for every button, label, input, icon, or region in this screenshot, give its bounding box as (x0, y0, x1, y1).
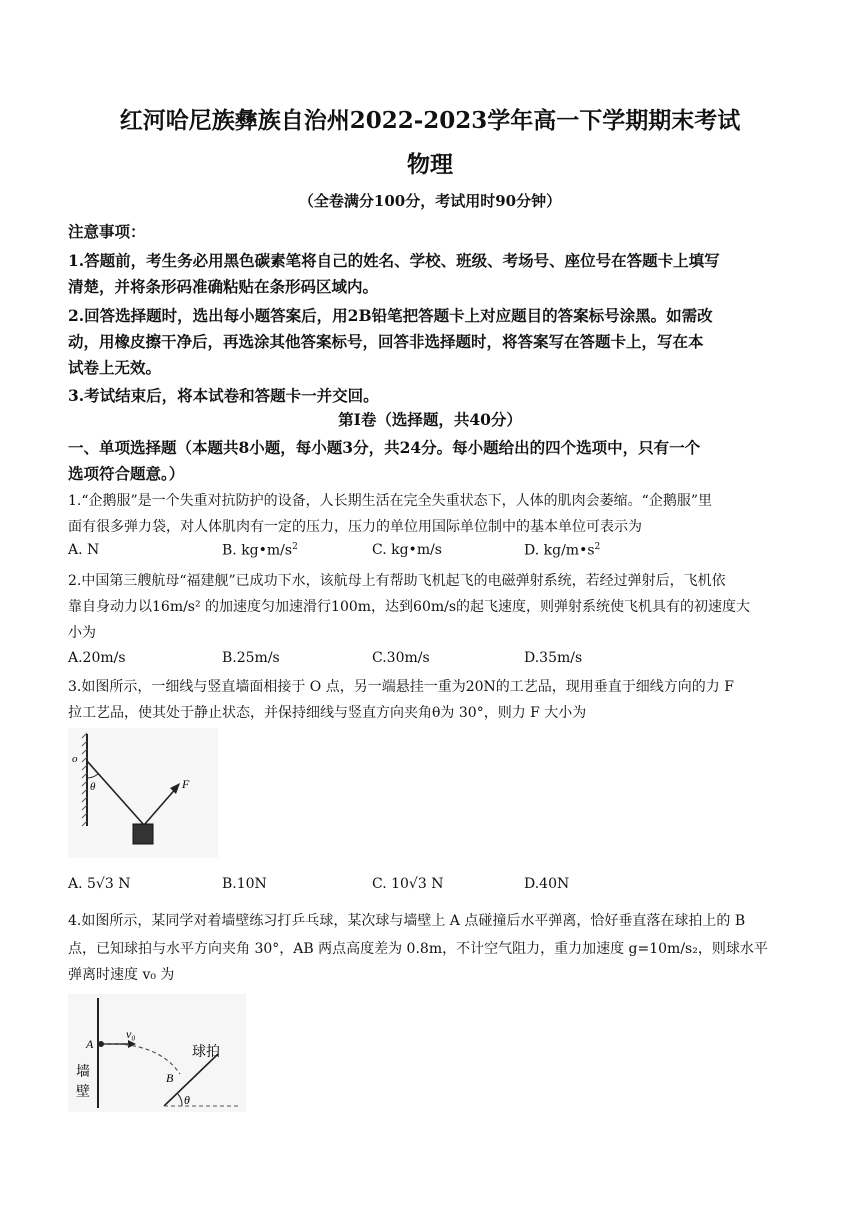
theta-label: θ (184, 1093, 190, 1107)
note-line: 1.答题前，考生务必用黑色碳素笔将自己的姓名、学校、班级、考场号、座位号在答题卡上填写 (68, 251, 720, 270)
question-4-text: 点，已知球拍与水平方向夹角 30°，AB 两点高度差为 0.8m，不计空气阻力，重力加速度 g=10m/s₂，则球水平 (68, 941, 768, 957)
wall-label-1: 墙 (76, 1064, 90, 1080)
question-4-text: 弹离时速度 v₀ 为 (68, 967, 175, 983)
note-line: 清楚，并将条形码准确粘贴在条形码区域内。 (68, 277, 379, 296)
note-line: 2.回答选择题时，选出每小题答案后，用2B铅笔把答题卡上对应题目的答案标号涂黑。如需改 (68, 306, 713, 325)
option-d: D. $kg/m•s^2$ (524, 542, 601, 559)
point-o-label: o (72, 753, 78, 765)
option-c: C. kg•m/s (372, 542, 442, 558)
point-b-label: B (166, 1071, 174, 1085)
force-f-label: F (182, 777, 190, 791)
exam-meta: （全卷满分100分，考试用时90分钟） (298, 192, 562, 210)
question-2-text: 靠自身动力以16m/s² 的加速度匀加速滑行100m，达到60m/s的起飞速度，则弹射系统使飞机具有的初速度大 (68, 599, 751, 615)
option-b: B.25m/s (222, 650, 280, 666)
question-4-text: 4.如图所示，某同学对着墙壁练习打乒乓球，某次球与墙壁上 A 点碰撞后水平弹离，恰好垂直落在球拍上的 B (68, 913, 746, 929)
option-a: A. N (68, 542, 100, 558)
section-title: 第I卷（选择题，共40分） (338, 410, 522, 429)
racket-label: 球拍 (192, 1044, 220, 1060)
question-2-text: 2.中国第三艘航母“福建舰”已成功下水，该航母上有帮助飞机起飞的电磁弹射系统，若经过弹射后，飞机依 (68, 573, 726, 589)
part-heading: 选项符合题意。） (68, 464, 185, 483)
option-a: A. 5√3 N (68, 876, 131, 892)
part-heading: 一、单项选择题（本题共8小题，每小题3分，共24分。每小题给出的四个选项中，只有一个 (68, 438, 701, 457)
v0-label: v₀ (126, 1027, 136, 1041)
exam-title: 红河哈尼族彝族自治州2022-2023学年高一下学期期末考试 (119, 107, 741, 134)
question-3-figure (68, 728, 218, 858)
option-c: C.30m/s (372, 650, 430, 666)
option-b: B.10N (222, 876, 267, 892)
option-d: D.40N (524, 876, 570, 892)
theta-label: θ (90, 781, 96, 793)
notes-heading: 注意事项： (68, 222, 146, 241)
option-a: A.20m/s (68, 650, 126, 666)
option-b: B. $kg•m/s^2$ (222, 542, 298, 559)
question-1-text: 面有很多弹力袋，对人体肌肉有一定的压力，压力的单位用国际单位制中的基本单位可表示为 (68, 519, 642, 535)
question-3-text: 拉工艺品，使其处于静止状态，并保持细线与竖直方向夹角θ为 30°，则力 F 大小为 (68, 705, 587, 721)
note-line: 试卷上无效。 (68, 358, 162, 377)
wall-label-2: 壁 (76, 1084, 90, 1100)
hanging-block (133, 824, 153, 844)
question-1-text: 1.“企鹅服”是一个失重对抗防护的设备，人长期生活在完全失重状态下，人体的肌肉会萎缩。“企鹅服”里 (68, 493, 712, 509)
note-line: 3.考试结束后，将本试卷和答题卡一并交回。 (68, 386, 379, 405)
option-c: C. 10√3 N (372, 876, 444, 892)
question-4-figure (68, 994, 246, 1112)
exam-subject: 物理 (407, 151, 453, 178)
point-a-label: A (86, 1037, 94, 1051)
option-d: D.35m/s (524, 650, 583, 666)
question-2-text: 小为 (68, 625, 96, 641)
note-line: 动，用橡皮擦干净后，再选涂其他答案标号，回答非选择题时，将答案写在答题卡上，写在本 (68, 332, 704, 351)
question-3-text: 3.如图所示，一细线与竖直墙面相接于 O 点，另一端悬挂一重为20N的工艺品，现用垂直于细线方向的力 F (68, 679, 734, 695)
